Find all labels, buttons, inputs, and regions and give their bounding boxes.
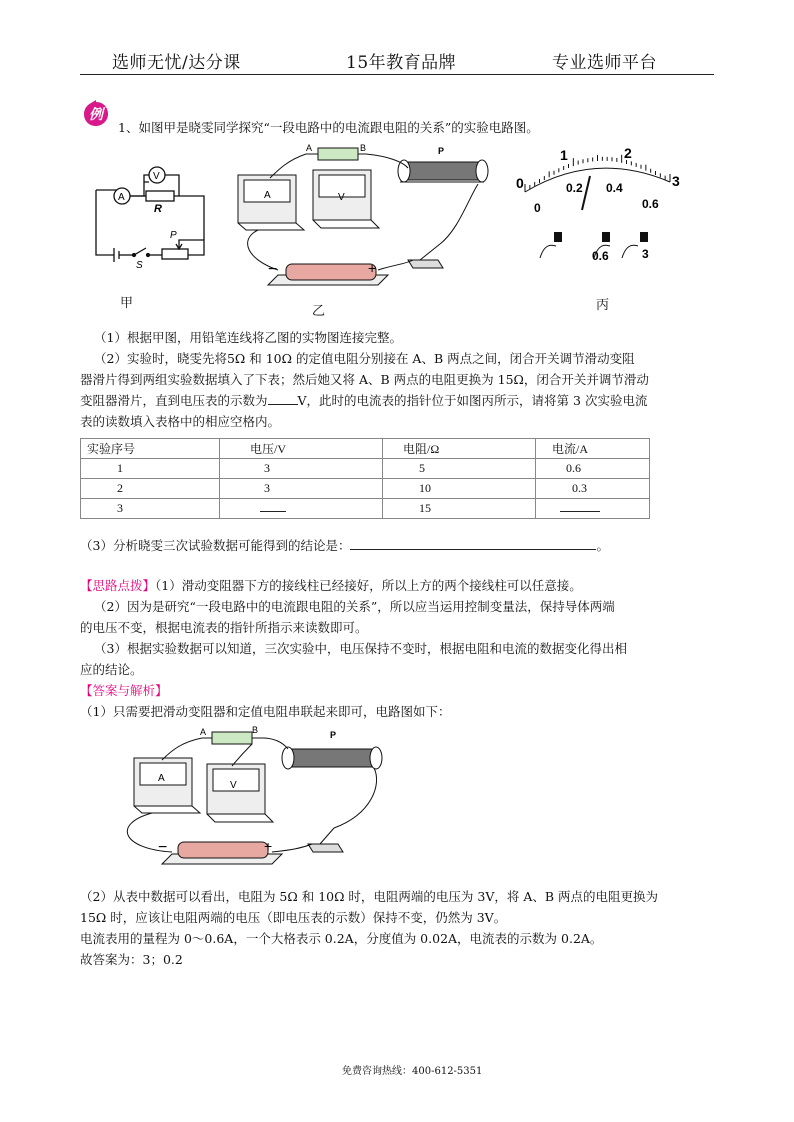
- hint-text1: （1）滑动变阻器下方的接线柱已经接好，所以上方的两个接线柱可以任意接。: [155, 578, 582, 593]
- hint-line2: （2）因为是研究“一段电路中的电流跟电阻的关系”，所以应当运用控制变量法，保持导体两端: [94, 599, 615, 614]
- yi-b-label: B: [360, 143, 367, 153]
- bing-n3: 3: [672, 173, 680, 189]
- bing-t3: 3: [642, 247, 649, 261]
- ans-p-label: P: [330, 730, 337, 740]
- cell: 0.3: [536, 479, 650, 499]
- voltage-blank[interactable]: [268, 404, 298, 405]
- figure-jia-circuit: [84, 160, 214, 270]
- footer-hotline: 免费咨询热线：400-612-5351: [342, 1066, 483, 1077]
- table-row: [81, 459, 650, 479]
- table-row: [81, 479, 650, 499]
- answer-line5: 故答案为：3；0.2: [80, 952, 183, 967]
- figure-bing-meter: [510, 140, 690, 270]
- header-center: 15年教育品牌: [346, 53, 457, 73]
- th-voltage: 电压/V: [220, 439, 383, 459]
- answer-line2: （2）从表中数据可以看出，电阻为 5Ω 和 10Ω 时，电阻两端的电压为 3V，将 A、B 两点的电阻更换为: [80, 889, 659, 904]
- hint-line3: 的电压不变，根据电流表的指针所指示来读数即可。: [80, 620, 368, 635]
- cell: 3: [220, 459, 383, 479]
- answer-tag: 【答案与解析】: [80, 683, 168, 698]
- jia-p-label: P: [170, 230, 177, 241]
- header-divider: [80, 74, 714, 75]
- part2-line3a: 变阻器滑片，直到电压表的示数为: [80, 393, 268, 408]
- example-badge-icon: [82, 100, 110, 128]
- ans-b-label: B: [252, 725, 259, 735]
- yi-ammeter-label: A: [264, 190, 271, 201]
- cell: 2: [81, 479, 220, 499]
- part2-line1: （2）实验时，晓雯先将5Ω 和 10Ω 的定值电阻分别接在 A、B 两点之间，闭合开关调节滑动变阻: [94, 351, 635, 366]
- bing-n0: 0: [516, 175, 524, 191]
- current-answer-blank[interactable]: [560, 511, 600, 512]
- bing-n1: 1: [560, 147, 568, 163]
- part2-line2: 器滑片得到两组实验数据填入了下表；然后她又将 A、B 两点的电阻更换为 15Ω，闭合开关并调节滑动: [80, 372, 649, 387]
- bing-s0: 0: [534, 201, 541, 215]
- hint-line5: 应的结论。: [80, 662, 143, 677]
- hint-tag: 【思路点拨】: [80, 578, 156, 593]
- th-index: 实验序号: [81, 439, 220, 459]
- cell: 3: [220, 479, 383, 499]
- cell[interactable]: [220, 499, 383, 519]
- th-resistance: 电阻/Ω: [383, 439, 536, 459]
- bing-t06: 0.6: [592, 249, 609, 263]
- cell: 15: [383, 499, 536, 519]
- answer-line4: 电流表用的量程为 0～0.6A，一个大格表示 0.2A，分度值为 0.02A，电流表的示数为 0.2A。: [80, 931, 603, 946]
- cell: 0.6: [536, 459, 650, 479]
- figure-yi-apparatus: [228, 140, 518, 300]
- hint-line1: [80, 578, 582, 594]
- part3: [80, 538, 609, 554]
- cell: 10: [383, 479, 536, 499]
- ans-plus-label: +: [264, 838, 273, 854]
- hint-line4: （3）根据实验数据可以知道，三次实验中，电压保持不变时，根据电阻和电流的数据变化得出相: [94, 641, 627, 656]
- question-stem: 1、如图甲是晓雯同学探究“一段电路中的电流跟电阻的关系”的实验电路图。: [118, 120, 539, 135]
- part3-text: （3）分析晓雯三次试验数据可能得到的结论是：: [80, 538, 351, 553]
- yi-minus-label: −: [268, 261, 278, 278]
- ans-minus-label: −: [158, 839, 168, 856]
- badge-text: 例: [89, 106, 103, 122]
- yi-voltmeter-label: V: [338, 192, 345, 203]
- cell: 1: [81, 459, 220, 479]
- fig-label-bing: 丙: [596, 298, 610, 313]
- voltage-answer-blank[interactable]: [260, 511, 286, 512]
- ans-voltmeter-label: V: [230, 780, 237, 791]
- th-current: 电流/A: [536, 439, 650, 459]
- bing-s06: 0.6: [642, 197, 659, 211]
- header-left: 选师无忧/达分课: [112, 53, 241, 73]
- ans-ammeter-label: A: [158, 773, 165, 784]
- table-header-row: [81, 439, 650, 459]
- ans-a-label: A: [200, 727, 207, 737]
- bing-s04: 0.4: [606, 181, 623, 195]
- jia-r-label: R: [154, 203, 162, 215]
- yi-a-label: A: [306, 143, 313, 153]
- part1: （1）根据甲图，用铅笔连线将乙图的实物图连接完整。: [94, 330, 402, 345]
- header-right: 专业选师平台: [552, 53, 657, 73]
- jia-s-label: S: [136, 260, 143, 270]
- answer-circuit-figure: [112, 724, 412, 869]
- answer-line1: （1）只需要把滑动变阻器和定值电阻串联起来即可，电路图如下：: [80, 704, 451, 719]
- part2-line3b: V，此时的电流表的指针位于如图丙所示，请将第 3 次实验电流: [297, 393, 648, 408]
- part2-line4: 表的读数填入表格中的相应空格内。: [80, 414, 281, 429]
- answer-line3: 15Ω 时，应该让电阻两端的电压（即电压表的示数）保持不变，仍然为 3V。: [80, 910, 507, 925]
- cell: 3: [81, 499, 220, 519]
- bing-n2: 2: [624, 145, 632, 161]
- yi-p-label: P: [438, 146, 445, 156]
- bing-s02: 0.2: [566, 181, 583, 195]
- fig-label-yi: 乙: [312, 304, 326, 319]
- data-table: [80, 438, 650, 519]
- yi-plus-label: +: [368, 260, 377, 276]
- cell: 5: [383, 459, 536, 479]
- conclusion-blank[interactable]: [350, 549, 596, 550]
- part2-line3: [80, 393, 647, 409]
- jia-ammeter-label: A: [118, 192, 125, 203]
- table-row: [81, 499, 650, 519]
- fig-label-jia: 甲: [120, 296, 134, 311]
- part3-end: 。: [596, 538, 609, 553]
- cell[interactable]: [536, 499, 650, 519]
- jia-voltmeter-label: V: [153, 171, 160, 182]
